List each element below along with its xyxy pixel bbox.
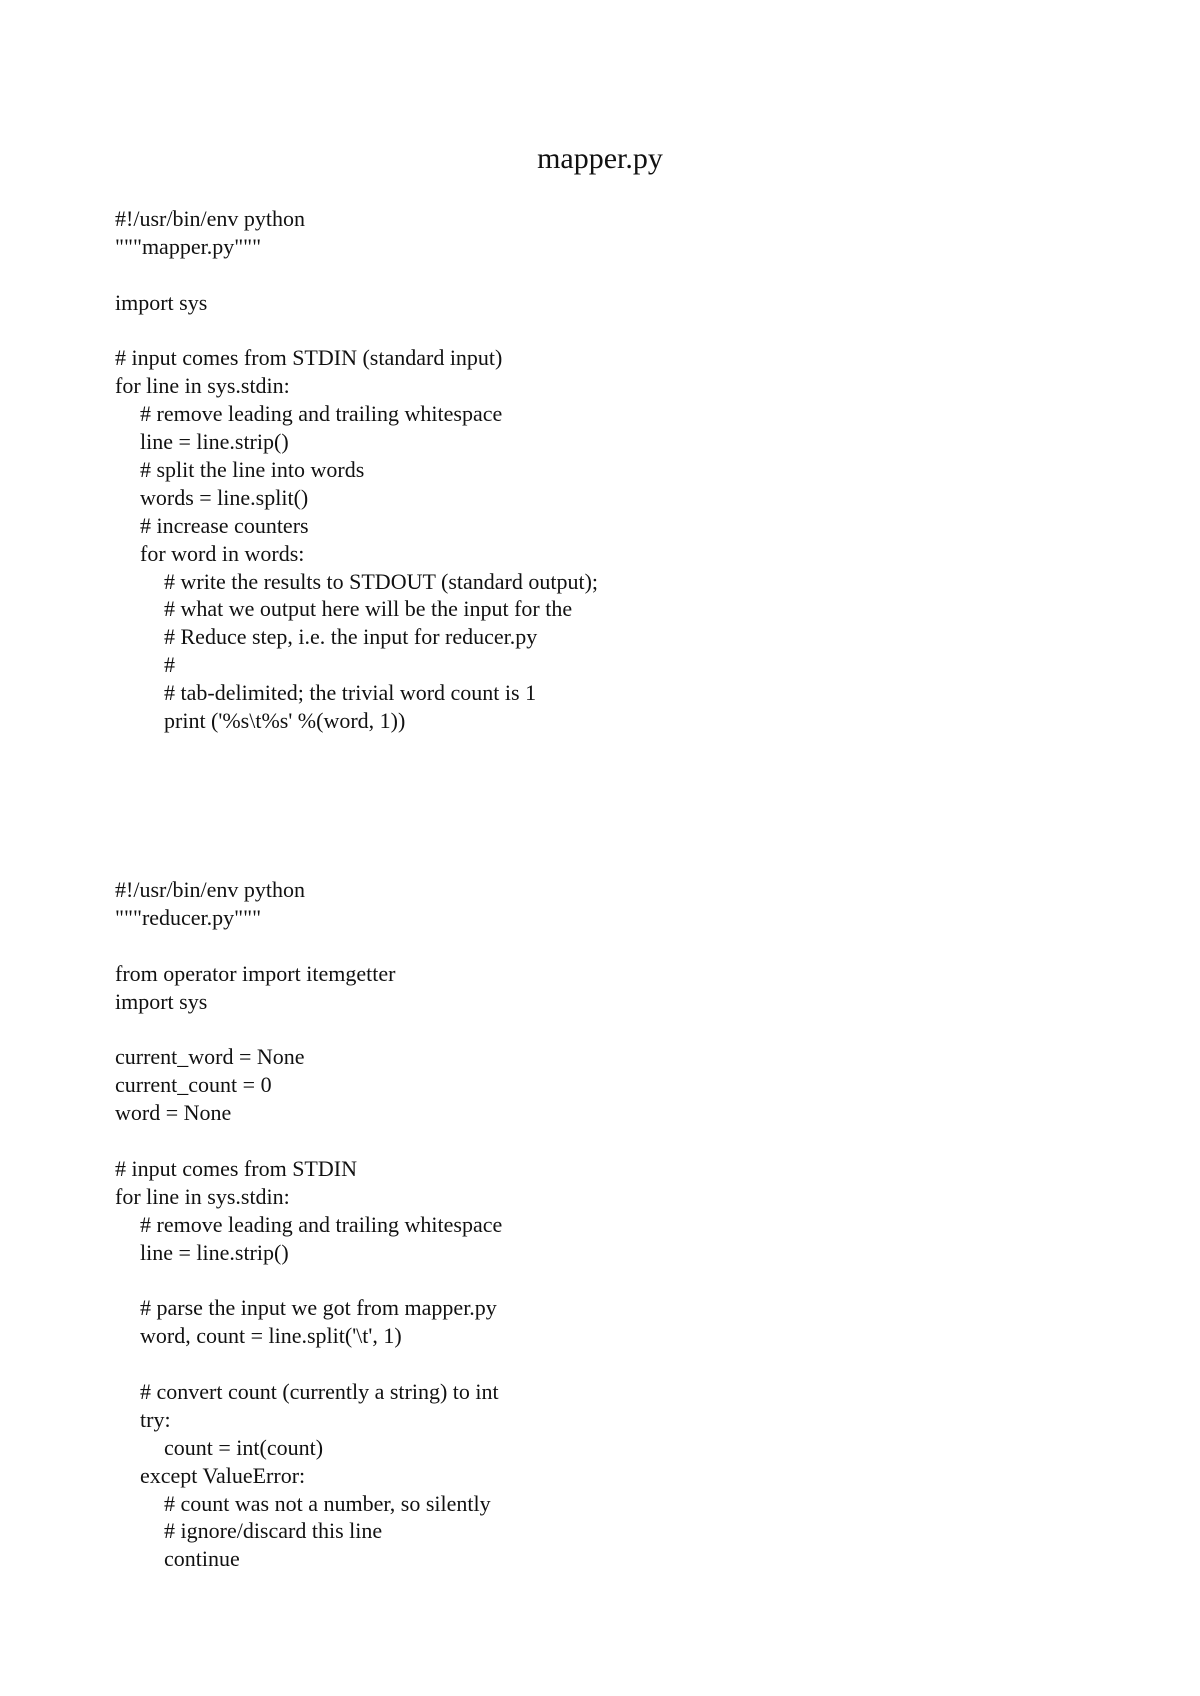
code-line: word, count = line.split('\t', 1) <box>140 1323 402 1349</box>
code-line: for word in words: <box>140 540 305 566</box>
mapper-code-block <box>115 205 598 735</box>
code-line: # increase counters <box>140 512 309 538</box>
code-line: count = int(count) <box>164 1434 324 1460</box>
code-line: line = line.strip() <box>140 1239 289 1265</box>
code-line: # write the results to STDOUT (standard output); <box>164 568 599 594</box>
code-line: current_word = None <box>115 1044 305 1070</box>
code-line: # ignore/discard this line <box>164 1518 383 1544</box>
code-line: # what we output here will be the input for the <box>164 596 573 622</box>
blank-line <box>115 1127 502 1155</box>
blank-line <box>115 317 598 345</box>
blank-line <box>115 932 502 960</box>
code-line: # split the line into words <box>140 457 365 483</box>
code-line: # input comes from STDIN (standard input) <box>115 345 503 371</box>
code-line: words = line.split() <box>140 484 309 510</box>
code-line: import sys <box>115 289 208 315</box>
code-line: # remove leading and trailing whitespace <box>140 1211 503 1237</box>
blank-line <box>115 1015 502 1043</box>
code-line: # count was not a number, so silently <box>164 1490 491 1516</box>
code-line: print ('%s\t%s' %(word, 1)) <box>164 708 406 734</box>
code-line: current_count = 0 <box>115 1072 272 1098</box>
code-line: for line in sys.stdin: <box>115 373 290 399</box>
code-line: # convert count (currently a string) to int <box>140 1379 499 1405</box>
code-line: except ValueError: <box>140 1462 306 1488</box>
code-line: line = line.strip() <box>140 429 289 455</box>
code-line: for line in sys.stdin: <box>115 1183 290 1209</box>
code-line: import sys <box>115 988 208 1014</box>
code-line: #!/usr/bin/env python <box>115 877 306 902</box>
code-line: #!/usr/bin/env python <box>115 206 306 231</box>
blank-line <box>115 261 598 289</box>
code-line: # tab-delimited; the trivial word count is 1 <box>164 680 537 706</box>
code-line: # parse the input we got from mapper.py <box>140 1295 497 1321</box>
code-line: # <box>164 652 175 678</box>
document-title: mapper.py <box>537 142 663 175</box>
code-line: """mapper.py""" <box>115 233 262 259</box>
code-line: # remove leading and trailing whitespace <box>140 401 503 427</box>
reducer-code-block <box>115 876 502 1573</box>
code-line: try: <box>140 1406 171 1432</box>
code-line: """reducer.py""" <box>115 904 262 930</box>
blank-line <box>115 1266 502 1294</box>
code-line: continue <box>164 1546 240 1572</box>
code-line: from operator import itemgetter <box>115 960 396 986</box>
code-line: word = None <box>115 1100 232 1126</box>
code-line: # input comes from STDIN <box>115 1155 357 1181</box>
blank-line <box>115 1350 502 1378</box>
code-line: # Reduce step, i.e. the input for reducer.py <box>164 624 538 650</box>
